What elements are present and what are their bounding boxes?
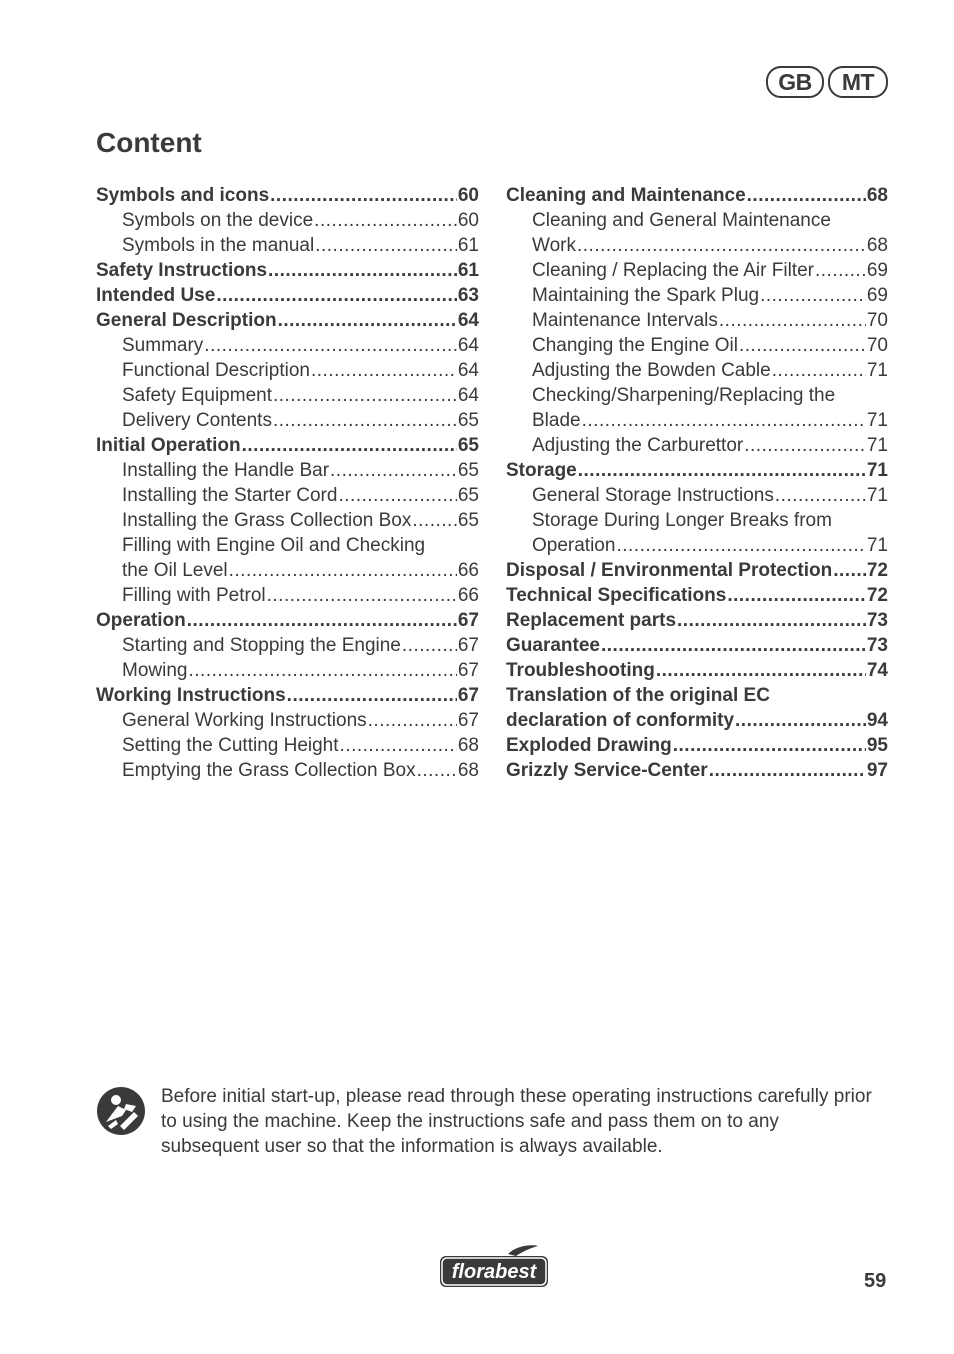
toc-entry: [96, 683, 479, 708]
toc-entry: [96, 183, 479, 208]
toc-entry-title: General Description: [96, 310, 277, 331]
toc-entry-page: 67: [457, 685, 479, 706]
toc-entry-page: 94: [866, 710, 888, 731]
toc-leader-dots: [315, 233, 457, 258]
toc-entry-title: Cleaning and Maintenance: [506, 185, 746, 206]
toc-entry: [506, 558, 888, 583]
toc-leader-dots: [775, 483, 866, 508]
toc-entry-title: Operation: [532, 535, 616, 556]
toc-entry: [506, 258, 888, 283]
toc-leader-dots: [760, 283, 866, 308]
toc-entry-page: 61: [457, 235, 479, 256]
toc-entry: [96, 533, 479, 558]
toc-leader-dots: [368, 708, 457, 733]
toc-entry-page: 61: [457, 260, 479, 281]
toc-entry-title: Grizzly Service-Center: [506, 760, 708, 781]
toc-entry: [96, 508, 479, 533]
toc-leader-dots: [735, 708, 866, 733]
toc-entry-page: 65: [457, 510, 479, 531]
toc-entry-title: Installing the Handle Bar: [122, 460, 330, 481]
toc-entry-title: Cleaning and General Maintenance: [532, 210, 831, 231]
toc-leader-dots: [772, 358, 866, 383]
toc-leader-dots: [582, 408, 866, 433]
toc-left-column: [96, 183, 479, 783]
toc-entry: [96, 258, 479, 283]
toc-entry-title: Starting and Stopping the Engine: [122, 635, 401, 656]
toc-leader-dots: [577, 233, 866, 258]
toc-entry-page: 97: [866, 760, 888, 781]
toc-leader-dots: [287, 683, 457, 708]
toc-entry: [96, 358, 479, 383]
page-title: Content: [96, 127, 202, 158]
toc-leader-dots: [815, 258, 866, 283]
toc-entry-title: Operation: [96, 610, 186, 631]
toc-entry-page: 71: [866, 435, 888, 456]
toc-entry: [96, 283, 479, 308]
toc-entry: [506, 408, 888, 433]
toc-entry-title: Filling with Petrol: [122, 585, 266, 606]
toc-entry: [96, 583, 479, 608]
toc-entry-page: 73: [866, 635, 888, 656]
toc-leader-dots: [727, 583, 866, 608]
toc-entry: [96, 633, 479, 658]
toc-entry-title: Safety Instructions: [96, 260, 268, 281]
toc-entry-title: Emptying the Grass Collection Box: [122, 760, 416, 781]
language-badges: [766, 66, 888, 98]
toc-entry-title: Blade: [532, 410, 581, 431]
toc-entry-title: Adjusting the Carburettor: [532, 435, 744, 456]
toc-entry-title: Work: [532, 235, 576, 256]
toc-entry-title: Delivery Contents: [122, 410, 272, 431]
toc-leader-dots: [330, 458, 457, 483]
toc-entry: [506, 233, 888, 258]
toc-entry-page: 65: [457, 485, 479, 506]
toc-entry-title: Replacement parts: [506, 610, 677, 631]
toc-entry-page: 73: [866, 610, 888, 631]
toc-leader-dots: [709, 758, 866, 783]
toc-leader-dots: [673, 733, 866, 758]
toc-entry: [506, 508, 888, 533]
toc-entry: [506, 583, 888, 608]
toc-entry: [506, 383, 888, 408]
toc-entry-title: Disposal / Environmental Protection: [506, 560, 833, 581]
toc-leader-dots: [656, 658, 866, 683]
toc-entry: [506, 533, 888, 558]
toc-entry: [96, 458, 479, 483]
toc-entry: [506, 608, 888, 633]
toc-entry: [96, 708, 479, 733]
toc-entry-page: 67: [457, 660, 479, 681]
toc-leader-dots: [204, 333, 457, 358]
toc-entry: [96, 308, 479, 333]
toc-entry-page: 71: [866, 410, 888, 431]
toc-entry: [506, 208, 888, 233]
toc-entry-page: 71: [866, 460, 888, 481]
toc-entry-title: General Storage Instructions: [532, 485, 774, 506]
toc-entry-title: Technical Specifications: [506, 585, 727, 606]
toc-leader-dots: [268, 258, 457, 283]
toc-leader-dots: [412, 508, 456, 533]
toc-entry-page: 64: [457, 360, 479, 381]
florabest-logo: [438, 1244, 550, 1290]
toc-leader-dots: [677, 608, 866, 633]
toc-entry: [96, 433, 479, 458]
toc-leader-dots: [273, 408, 457, 433]
toc-entry-title: Adjusting the Bowden Cable: [532, 360, 771, 381]
toc-entry-page: 66: [457, 585, 479, 606]
toc-leader-dots: [311, 358, 457, 383]
toc-entry-page: 67: [457, 610, 479, 631]
toc-entry-title: Safety Equipment: [122, 385, 272, 406]
toc-entry-page: 65: [457, 410, 479, 431]
toc-entry-title: Initial Operation: [96, 435, 241, 456]
toc-entry-title: Symbols and icons: [96, 185, 270, 206]
toc-entry-page: 68: [866, 235, 888, 256]
toc-entry-title: Filling with Engine Oil and Checking: [122, 535, 426, 556]
toc-entry-page: 74: [866, 660, 888, 681]
toc-entry-page: 70: [866, 335, 888, 356]
toc-leader-dots: [229, 558, 457, 583]
toc-entry-title: General Working Instructions: [122, 710, 367, 731]
toc-entry: [506, 183, 888, 208]
toc-leader-dots: [739, 333, 866, 358]
toc-entry-title: Storage: [506, 460, 577, 481]
toc-entry-page: 72: [866, 585, 888, 606]
toc-entry: [506, 658, 888, 683]
toc-leader-dots: [402, 633, 457, 658]
toc-entry-page: 71: [866, 485, 888, 506]
toc-entry: [96, 758, 479, 783]
toc-entry: [506, 733, 888, 758]
toc-entry-page: 67: [457, 635, 479, 656]
toc-leader-dots: [187, 608, 457, 633]
read-manual-icon: [96, 1086, 146, 1136]
toc-entry-page: 66: [457, 560, 479, 581]
toc-leader-dots: [833, 558, 866, 583]
toc-entry: [506, 758, 888, 783]
toc-entry: [96, 483, 479, 508]
toc-entry-page: 67: [457, 710, 479, 731]
toc-leader-dots: [338, 483, 456, 508]
toc-entry-page: 71: [866, 360, 888, 381]
toc-entry: [506, 483, 888, 508]
toc-entry-page: 65: [457, 435, 479, 456]
toc-entry-title: Exploded Drawing: [506, 735, 672, 756]
toc-entry-title: Guarantee: [506, 635, 600, 656]
toc-leader-dots: [270, 183, 457, 208]
toc-entry-title: Summary: [122, 335, 204, 356]
toc-leader-dots: [188, 658, 456, 683]
toc-entry: [96, 733, 479, 758]
toc-entry-page: 71: [866, 535, 888, 556]
toc-entry-page: 64: [457, 385, 479, 406]
toc-entry-title: Symbols in the manual: [122, 235, 315, 256]
toc-entry: [96, 408, 479, 433]
read-instructions-notice: [96, 1084, 888, 1159]
toc-entry-title: declaration of conformity: [506, 710, 735, 731]
toc-right-column: [506, 183, 888, 783]
toc-entry-title: Changing the Engine Oil: [532, 335, 738, 356]
toc-entry-page: 64: [457, 335, 479, 356]
toc-leader-dots: [340, 733, 457, 758]
toc-entry: [96, 233, 479, 258]
toc-entry: [506, 333, 888, 358]
toc-entry-title: Translation of the original EC: [506, 685, 770, 706]
toc-leader-dots: [267, 583, 457, 608]
toc-entry-page: 64: [457, 310, 479, 331]
logo-text: florabest: [451, 1261, 537, 1283]
toc-entry: [506, 708, 888, 733]
toc-entry-page: 68: [457, 760, 479, 781]
toc-leader-dots: [601, 633, 866, 658]
toc-entry-title: Cleaning / Replacing the Air Filter: [532, 260, 814, 281]
toc-entry-title: Mowing: [122, 660, 188, 681]
toc-leader-dots: [417, 758, 457, 783]
toc-entry-page: 95: [866, 735, 888, 756]
toc-entry-page: 72: [866, 560, 888, 581]
lang-badge-mt: MT: [828, 66, 888, 98]
toc-leader-dots: [747, 183, 866, 208]
toc-entry: [506, 683, 888, 708]
toc-entry-title: Maintaining the Spark Plug: [532, 285, 760, 306]
toc-entry: [96, 608, 479, 633]
toc-entry-title: Setting the Cutting Height: [122, 735, 339, 756]
toc-leader-dots: [314, 208, 457, 233]
toc-entry-title: the Oil Level: [122, 560, 228, 581]
toc-leader-dots: [719, 308, 866, 333]
toc-entry-page: 68: [457, 735, 479, 756]
toc-entry: [96, 558, 479, 583]
toc-entry-page: 70: [866, 310, 888, 331]
toc-entry: [96, 383, 479, 408]
toc-entry: [506, 358, 888, 383]
toc-entry-title: Installing the Starter Cord: [122, 485, 338, 506]
notice-text: Before initial start-up, please read through these operating instructions carefully prior to using the machine. Keep the instructions safe and pass them on to any subsequent user so that the information is always available.: [161, 1086, 872, 1157]
toc-entry-page: 68: [866, 185, 888, 206]
toc-entry: [506, 458, 888, 483]
toc-entry: [506, 633, 888, 658]
toc-entry-page: 60: [457, 210, 479, 231]
toc-leader-dots: [242, 433, 457, 458]
toc-entry-title: Installing the Grass Collection Box: [122, 510, 412, 531]
toc-entry: [96, 658, 479, 683]
toc-entry-title: Troubleshooting: [506, 660, 655, 681]
toc-entry: [506, 283, 888, 308]
toc-entry-title: Checking/Sharpening/Replacing the: [532, 385, 836, 406]
toc-entry-page: 69: [866, 285, 888, 306]
lang-badge-gb: GB: [766, 66, 824, 98]
toc-entry-page: 63: [457, 285, 479, 306]
toc-entry-page: 60: [457, 185, 479, 206]
toc-entry-title: Functional Description: [122, 360, 310, 381]
toc-entry-title: Maintenance Intervals: [532, 310, 718, 331]
toc-leader-dots: [273, 383, 457, 408]
toc-leader-dots: [278, 308, 457, 333]
toc-entry-page: 65: [457, 460, 479, 481]
toc-leader-dots: [578, 458, 866, 483]
toc-entry: [506, 308, 888, 333]
toc-leader-dots: [744, 433, 866, 458]
toc-entry-page: 69: [866, 260, 888, 281]
toc-entry: [506, 433, 888, 458]
toc-entry-title: Storage During Longer Breaks from: [532, 510, 832, 531]
toc-entry-title: Symbols on the device: [122, 210, 314, 231]
toc-leader-dots: [616, 533, 865, 558]
toc-entry-title: Intended Use: [96, 285, 216, 306]
toc-entry: [96, 208, 479, 233]
toc-entry: [96, 333, 479, 358]
toc-entry-title: Working Instructions: [96, 685, 286, 706]
page-number: 59: [864, 1270, 887, 1292]
toc-leader-dots: [216, 283, 457, 308]
